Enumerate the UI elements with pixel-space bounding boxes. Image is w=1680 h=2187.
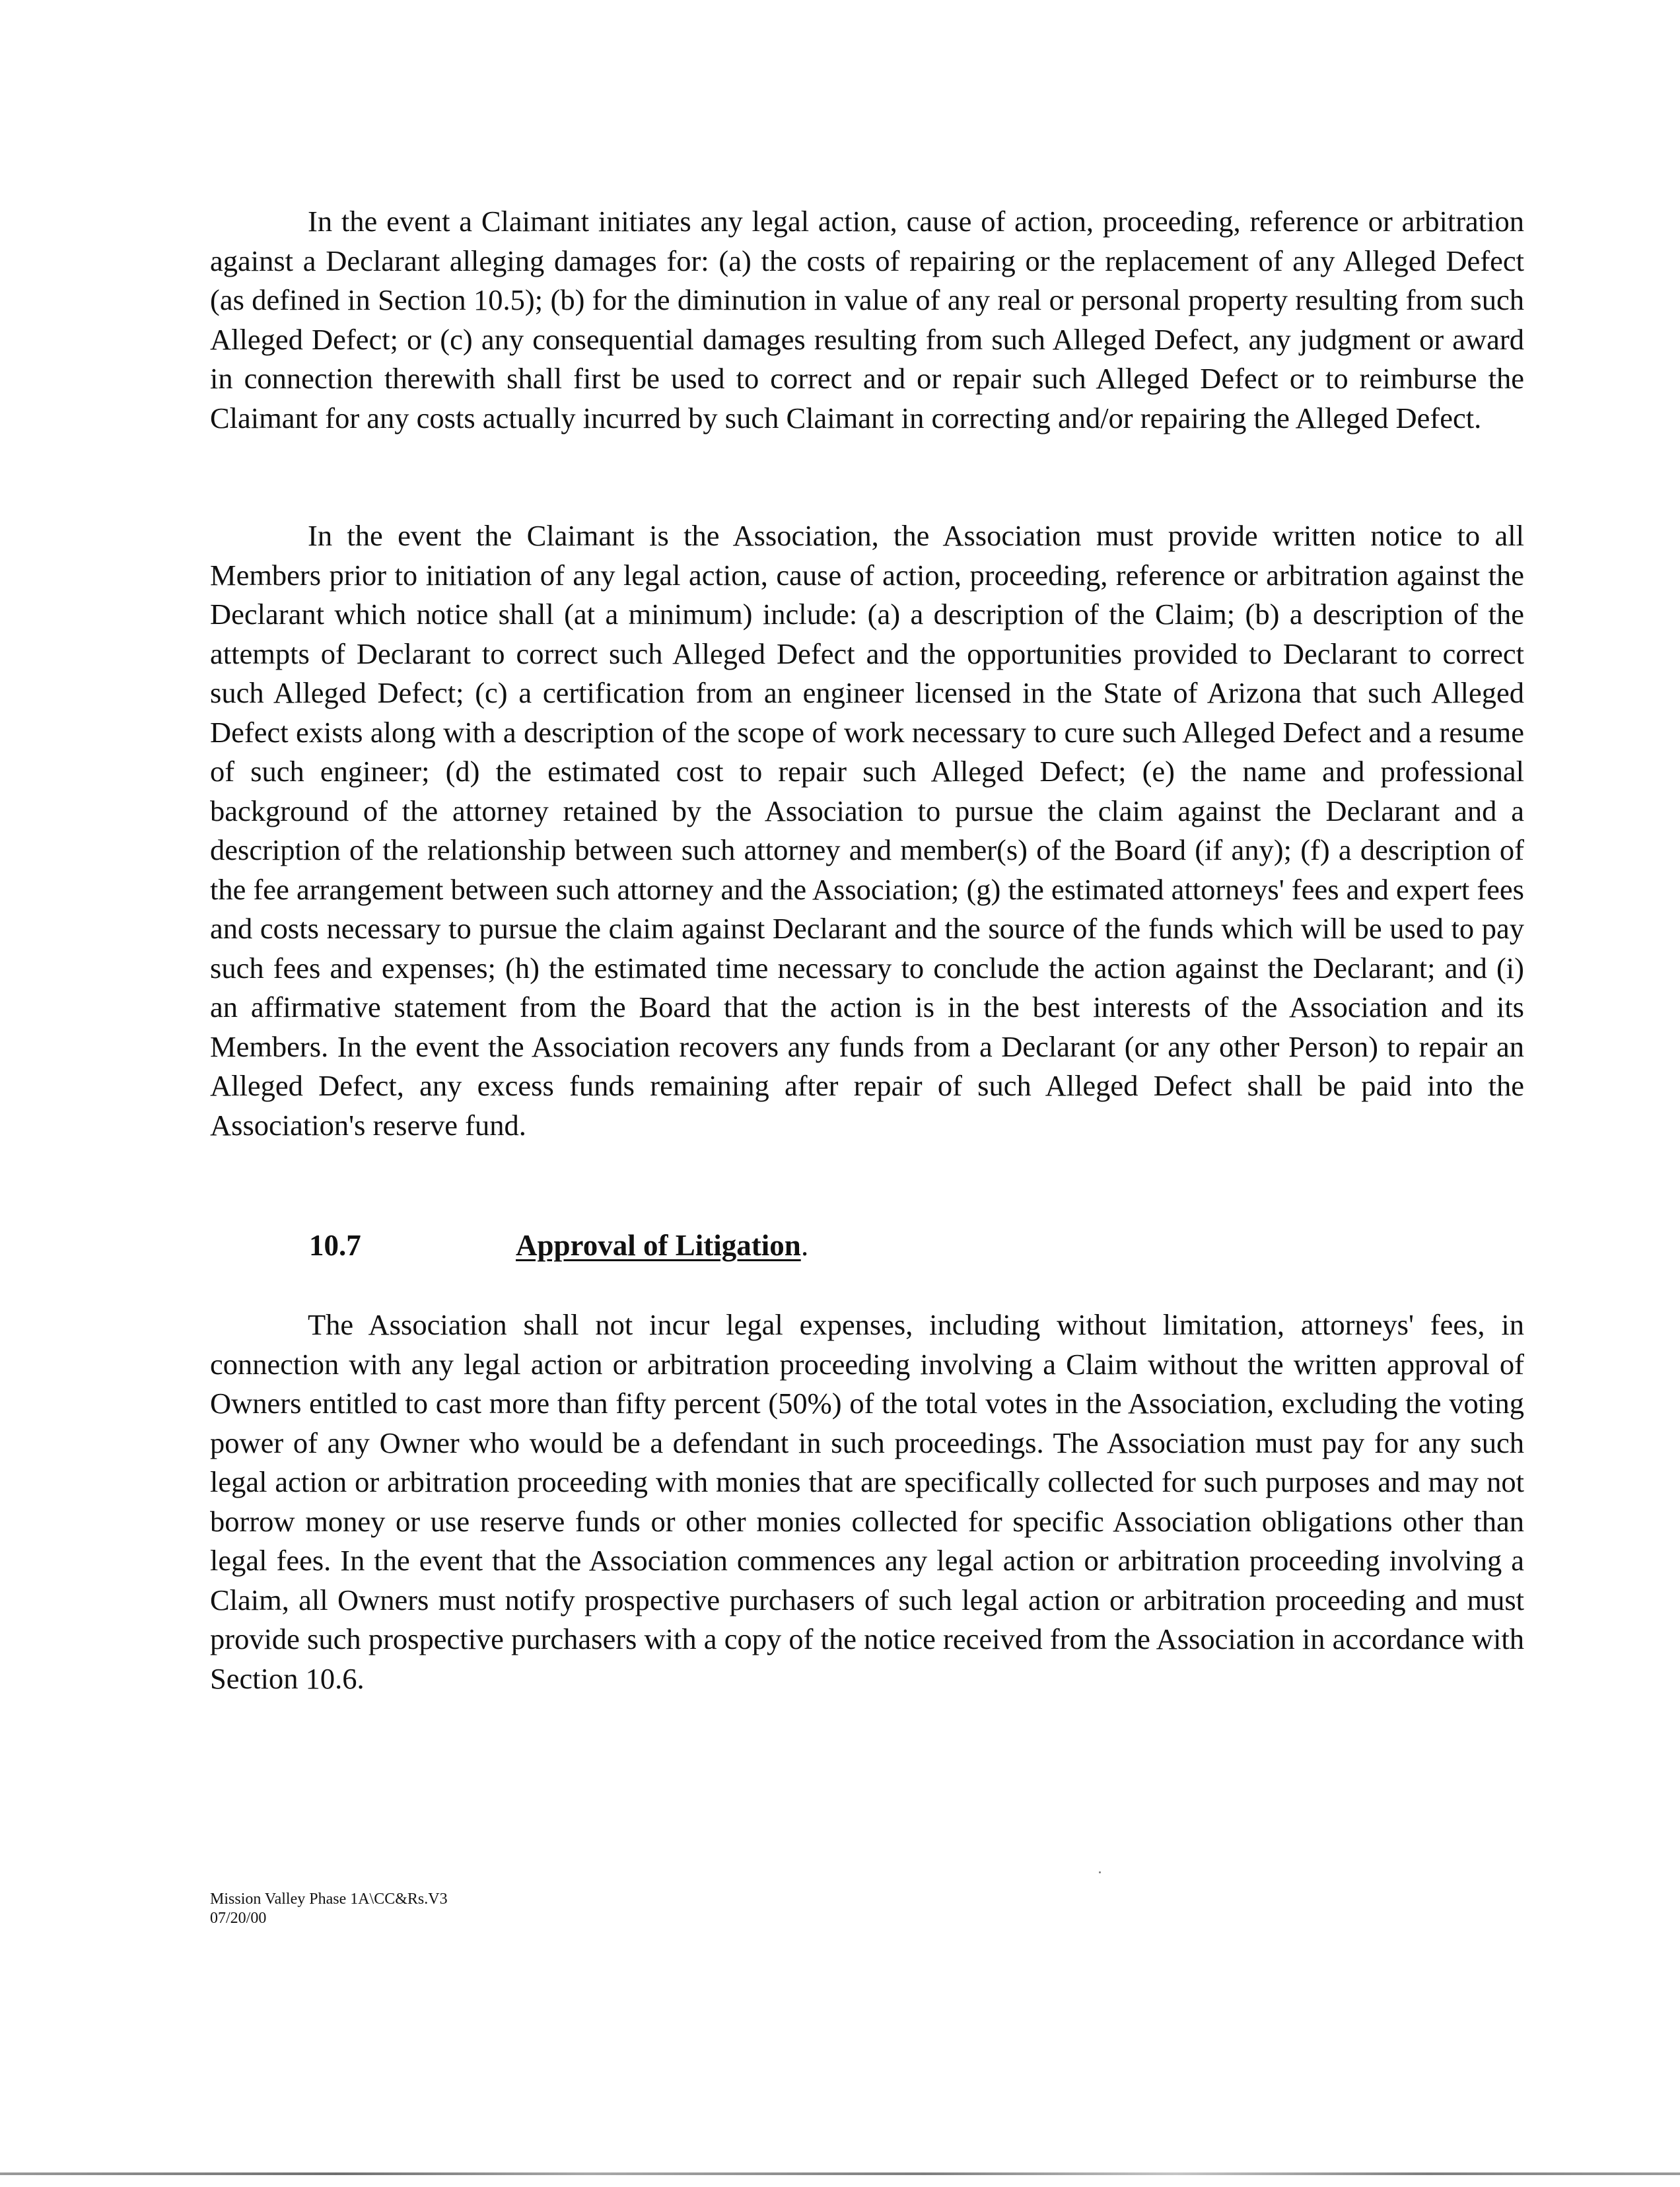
scan-edge-line (0, 2172, 1680, 2175)
section-title-period: . (801, 1229, 809, 1262)
footer-file-reference: Mission Valley Phase 1A\CC&Rs.V3 (210, 1891, 448, 1908)
scan-speck (1099, 1871, 1101, 1873)
paragraph-approval-of-litigation: The Association shall not incur legal expenses, including without limitation, attorneys' fees, in connection with any legal action or arbitration proceeding involving a Claim without the written approval of Owners entitled to cast more than fifty percent (50%) of the total votes in the Association, excluding the voting power of any Owner who would be a defendant in such proceedings. The Association must pay for any such legal action or arbitration proceeding with monies that are specifically collected for such purposes and may not borrow money or use reserve funds or other monies collected for specific Association obligations other than legal fees. In the event that the Association commences any legal action or arbitration proceeding involving a Claim, all Owners must notify prospective purchasers of such legal action or arbitration proceeding and must provide such prospective purchasers with a copy of the notice received from the Association in accordance with Section 10.6. (210, 1308, 1524, 1695)
section-number: 10.7 (309, 1229, 361, 1262)
paragraph-claimant-damages: In the event a Claimant initiates any legal action, cause of action, proceeding, reference or arbitration against a Declarant alleging damages for: (a) the costs of repairing or the replacement of any Alleged Defect (as defined in Section 10.5); (b) for the diminution in value of any real or personal property resulting from such Alleged Defect; or (c) any consequential damages resulting from such Alleged Defect, any judgment or award in connection therewith shall first be used to correct and or repair such Alleged Defect or to reimburse the Claimant for any costs actually incurred by such Claimant in correcting and/or repairing the Alleged Defect. (210, 205, 1524, 434)
document-footer (210, 1890, 448, 1928)
section-title-wrap (516, 1226, 801, 1265)
footer-date: 07/20/00 (210, 1910, 267, 1927)
section-title: Approval of Litigation (516, 1229, 801, 1262)
paragraph-association-notice: In the event the Claimant is the Association, the Association must provide written notice to all Members prior to initiation of any legal action, cause of action, proceeding, reference or arbitration against the Declarant which notice shall (at a minimum) include: (a) a description of the Claim; (b) a description of the attempts of Declarant to correct such Alleged Defect and the opportunities provided to Declarant to correct such Alleged Defect; (c) a certification from an engineer licensed in the State of Arizona that such Alleged Defect exists along with a description of the scope of work necessary to cure such Alleged Defect and a resume of such engineer; (d) the estimated cost to repair such Alleged Defect; (e) the name and professional background of the attorney retained by the Association to pursue the claim against the Declarant and a description of the relationship between such attorney and member(s) of the Board (if any); (f) a description of the fee arrangement between such attorney and the Association; (g) the estimated attorneys' fees and expert fees and costs necessary to pursue the claim against Declarant and the source of the funds which will be used to pay such fees and expenses; (h) the estimated time necessary to conclude the action against the Declarant; and (i) an affirmative statement from the Board that the action is in the best interests of the Association and its Members. In the event the Association recovers any funds from a Declarant (or any other Person) to repair an Alleged Defect, any excess funds remaining after repair of such Alleged Defect shall be paid into the Association's reserve fund. (210, 519, 1524, 1142)
